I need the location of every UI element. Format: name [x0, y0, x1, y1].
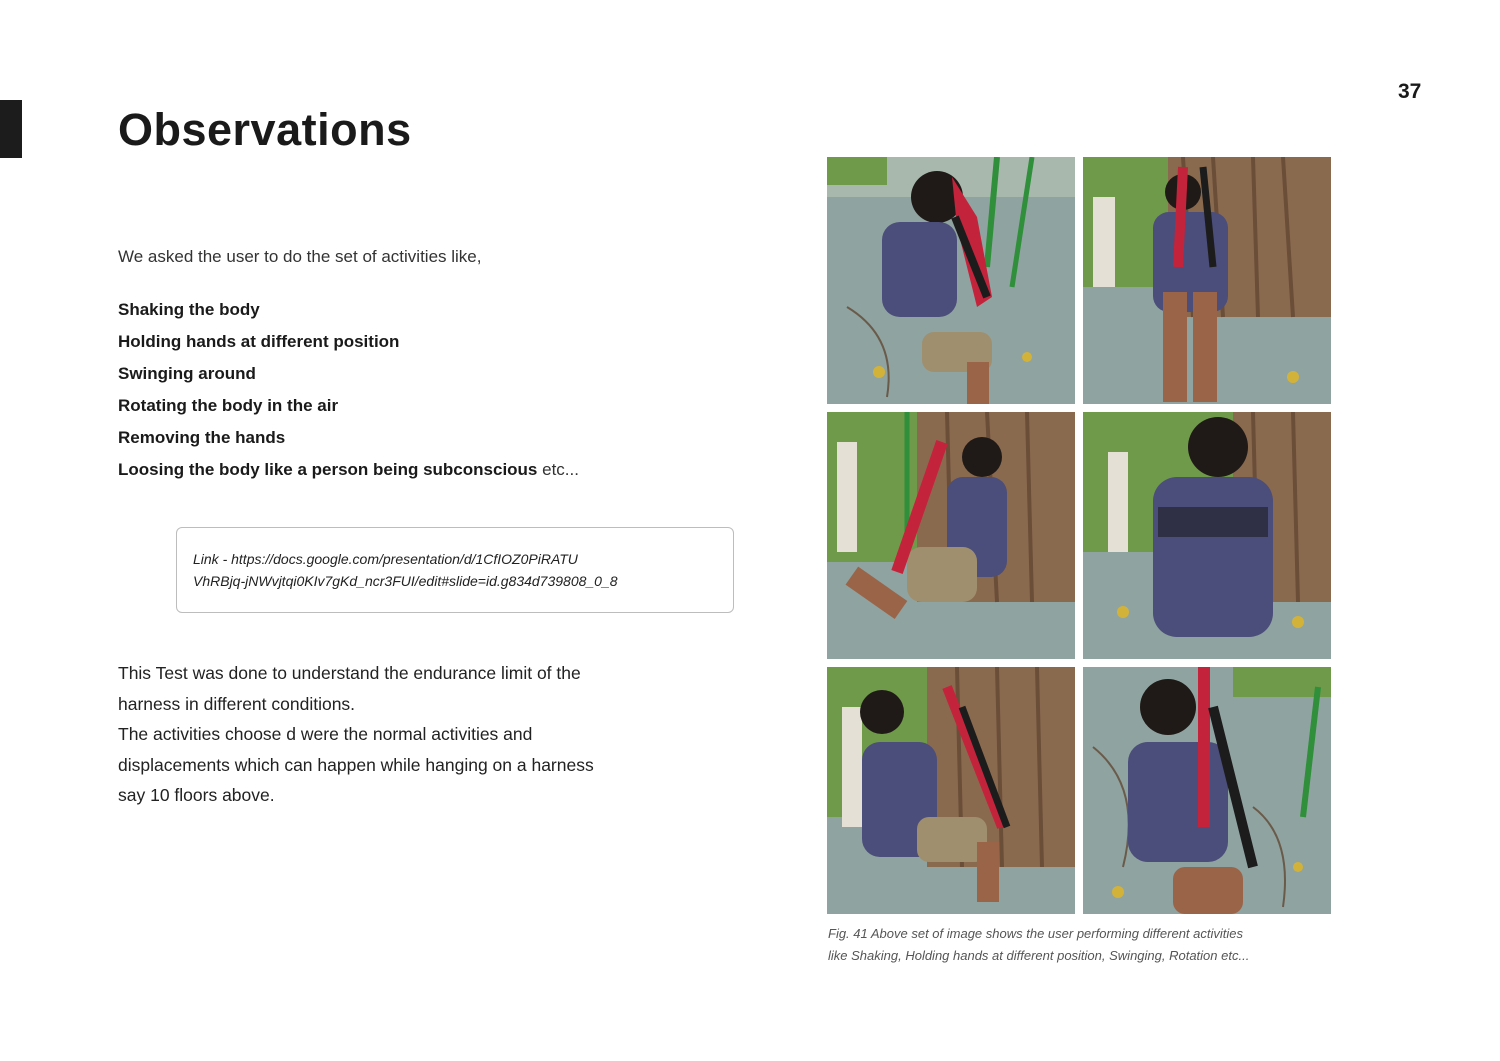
body-line: The activities choose d were the normal activities and — [118, 724, 533, 744]
photo-user-loosing-body — [1083, 667, 1331, 914]
body-line: This Test was done to understand the endurance limit of the — [118, 663, 581, 683]
photo-user-swinging — [827, 412, 1075, 659]
body-paragraph — [118, 658, 698, 811]
activity-list — [118, 297, 579, 489]
list-item: Shaking the body — [118, 300, 260, 319]
list-item — [118, 457, 579, 489]
intro-text: We asked the user to do the set of activities like, — [118, 247, 482, 266]
page-number: 37 — [1398, 80, 1422, 103]
list-item: Swinging around — [118, 364, 256, 383]
body-line: displacements which can happen while hanging on a harness — [118, 754, 594, 775]
figure-caption — [828, 923, 1338, 967]
photo-user-removing-hands — [827, 667, 1075, 914]
body-line: say 10 floors above. — [118, 785, 275, 805]
photo-user-shaking — [827, 157, 1075, 404]
list-item: Removing the hands — [118, 428, 286, 447]
photo-user-holding — [1083, 157, 1331, 404]
link-line-2[interactable]: VhRBjq-jNWvjtqi0KIv7gKd_ncr3FUI/edit#slide=id.g834d739808_0_8 — [193, 573, 618, 589]
activity-label: Loosing the body like a person being subconscious — [118, 460, 538, 479]
caption-line-1: Fig. 41 Above set of image shows the user performing different activities — [828, 926, 1243, 941]
caption-line-2: like Shaking, Holding hands at different position, Swinging, Rotation etc... — [828, 948, 1250, 963]
photo-user-rotating — [1083, 412, 1331, 659]
list-item: Holding hands at different position — [118, 332, 400, 351]
side-tab-marker — [0, 100, 22, 158]
link-box[interactable] — [176, 527, 734, 613]
list-item: Rotating the body in the air — [118, 396, 339, 415]
activity-suffix: etc... — [537, 460, 579, 479]
page-title: Observations — [118, 104, 412, 155]
body-line: harness in different conditions. — [118, 693, 356, 714]
link-line-1[interactable]: Link - https://docs.google.com/presentation/d/1CfIOZ0PiRATU — [193, 551, 578, 567]
